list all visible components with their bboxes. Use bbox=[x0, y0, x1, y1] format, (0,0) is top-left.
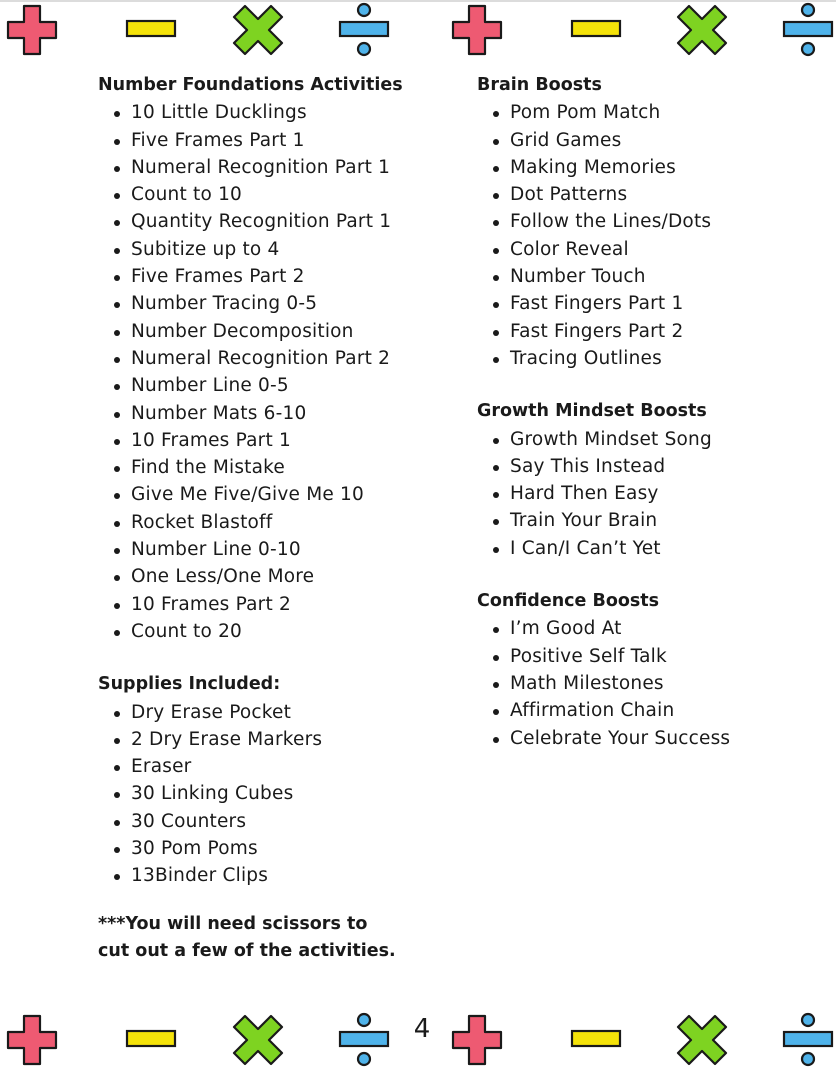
list-item: Number Decomposition bbox=[131, 318, 448, 345]
page-number: 4 bbox=[413, 1014, 431, 1044]
minus-icon bbox=[123, 2, 179, 58]
list-item: Tracing Outlines bbox=[510, 345, 817, 372]
supplies-list bbox=[98, 699, 448, 890]
growth-mindset-heading: Growth Mindset Boosts bbox=[477, 401, 707, 422]
confidence-heading: Confidence Boosts bbox=[477, 591, 660, 612]
list-item: Number Tracing 0-5 bbox=[131, 290, 448, 317]
list-item: 30 Linking Cubes bbox=[131, 780, 448, 807]
list-item: 10 Frames Part 2 bbox=[131, 591, 448, 618]
list-item: 30 Counters bbox=[131, 808, 448, 835]
list-item: Fast Fingers Part 1 bbox=[510, 290, 817, 317]
list-item: Fast Fingers Part 2 bbox=[510, 318, 817, 345]
minus-icon bbox=[568, 2, 624, 58]
list-item: Dry Erase Pocket bbox=[131, 699, 448, 726]
list-item: Numeral Recognition Part 2 bbox=[131, 345, 448, 372]
plus-icon bbox=[449, 2, 505, 58]
divide-icon bbox=[336, 1012, 392, 1068]
list-item: 13Binder Clips bbox=[131, 862, 448, 889]
list-item: Positive Self Talk bbox=[510, 643, 817, 670]
scissors-note: ***You will need scissors to cut out a few of the activities. bbox=[98, 913, 396, 961]
list-item: Affirmation Chain bbox=[510, 697, 817, 724]
list-item: Growth Mindset Song bbox=[510, 426, 817, 453]
list-item: 10 Frames Part 1 bbox=[131, 427, 448, 454]
list-item: Math Milestones bbox=[510, 670, 817, 697]
list-item: Making Memories bbox=[510, 154, 817, 181]
minus-icon bbox=[123, 1012, 179, 1068]
list-item: Grid Games bbox=[510, 127, 817, 154]
list-item: Five Frames Part 1 bbox=[131, 127, 448, 154]
number-foundations-list bbox=[98, 99, 448, 645]
plus-icon bbox=[4, 1012, 60, 1068]
list-item: Number Mats 6-10 bbox=[131, 400, 448, 427]
list-item: Find the Mistake bbox=[131, 454, 448, 481]
number-foundations-heading: Number Foundations Activities bbox=[98, 75, 403, 95]
divide-icon bbox=[336, 2, 392, 58]
list-item: Color Reveal bbox=[510, 236, 817, 263]
left-column bbox=[98, 72, 448, 965]
number-foundations-section bbox=[98, 72, 448, 645]
supplies-heading: Supplies Included: bbox=[98, 674, 281, 695]
list-item: Count to 20 bbox=[131, 618, 448, 645]
list-item: 30 Pom Poms bbox=[131, 835, 448, 862]
supplies-section bbox=[98, 671, 448, 889]
list-item: I’m Good At bbox=[510, 615, 817, 642]
list-item: One Less/One More bbox=[131, 563, 448, 590]
times-icon bbox=[230, 2, 286, 58]
list-item: Pom Pom Match bbox=[510, 99, 817, 126]
list-item: Give Me Five/Give Me 10 bbox=[131, 481, 448, 508]
list-item: Hard Then Easy bbox=[510, 480, 817, 507]
times-icon bbox=[674, 1012, 730, 1068]
list-item: Five Frames Part 2 bbox=[131, 263, 448, 290]
list-item: Number Line 0-5 bbox=[131, 372, 448, 399]
list-item: Subitize up to 4 bbox=[131, 236, 448, 263]
confidence-section bbox=[477, 588, 817, 752]
list-item: Quantity Recognition Part 1 bbox=[131, 208, 448, 235]
times-icon bbox=[674, 2, 730, 58]
brain-boosts-list bbox=[477, 99, 817, 372]
list-item: Follow the Lines/Dots bbox=[510, 208, 817, 235]
list-item: 2 Dry Erase Markers bbox=[131, 726, 448, 753]
brain-boosts-heading: Brain Boosts bbox=[477, 75, 602, 95]
top-symbol-row bbox=[0, 2, 836, 62]
list-item: 10 Little Ducklings bbox=[131, 99, 448, 126]
growth-mindset-list bbox=[477, 426, 817, 562]
list-item: Numeral Recognition Part 1 bbox=[131, 154, 448, 181]
plus-icon bbox=[449, 1012, 505, 1068]
divide-icon bbox=[780, 2, 836, 58]
right-column bbox=[477, 72, 817, 778]
list-item: Train Your Brain bbox=[510, 507, 817, 534]
list-item: Say This Instead bbox=[510, 453, 817, 480]
list-item: Celebrate Your Success bbox=[510, 725, 817, 752]
growth-mindset-section bbox=[477, 398, 817, 562]
divide-icon bbox=[780, 1012, 836, 1068]
list-item: I Can/I Can’t Yet bbox=[510, 535, 817, 562]
confidence-list bbox=[477, 615, 817, 751]
minus-icon bbox=[568, 1012, 624, 1068]
list-item: Count to 10 bbox=[131, 181, 448, 208]
list-item: Number Touch bbox=[510, 263, 817, 290]
times-icon bbox=[230, 1012, 286, 1068]
list-item: Eraser bbox=[131, 753, 448, 780]
list-item: Rocket Blastoff bbox=[131, 509, 448, 536]
brain-boosts-section bbox=[477, 72, 817, 372]
list-item: Dot Patterns bbox=[510, 181, 817, 208]
list-item: Number Line 0-10 bbox=[131, 536, 448, 563]
plus-icon bbox=[4, 2, 60, 58]
